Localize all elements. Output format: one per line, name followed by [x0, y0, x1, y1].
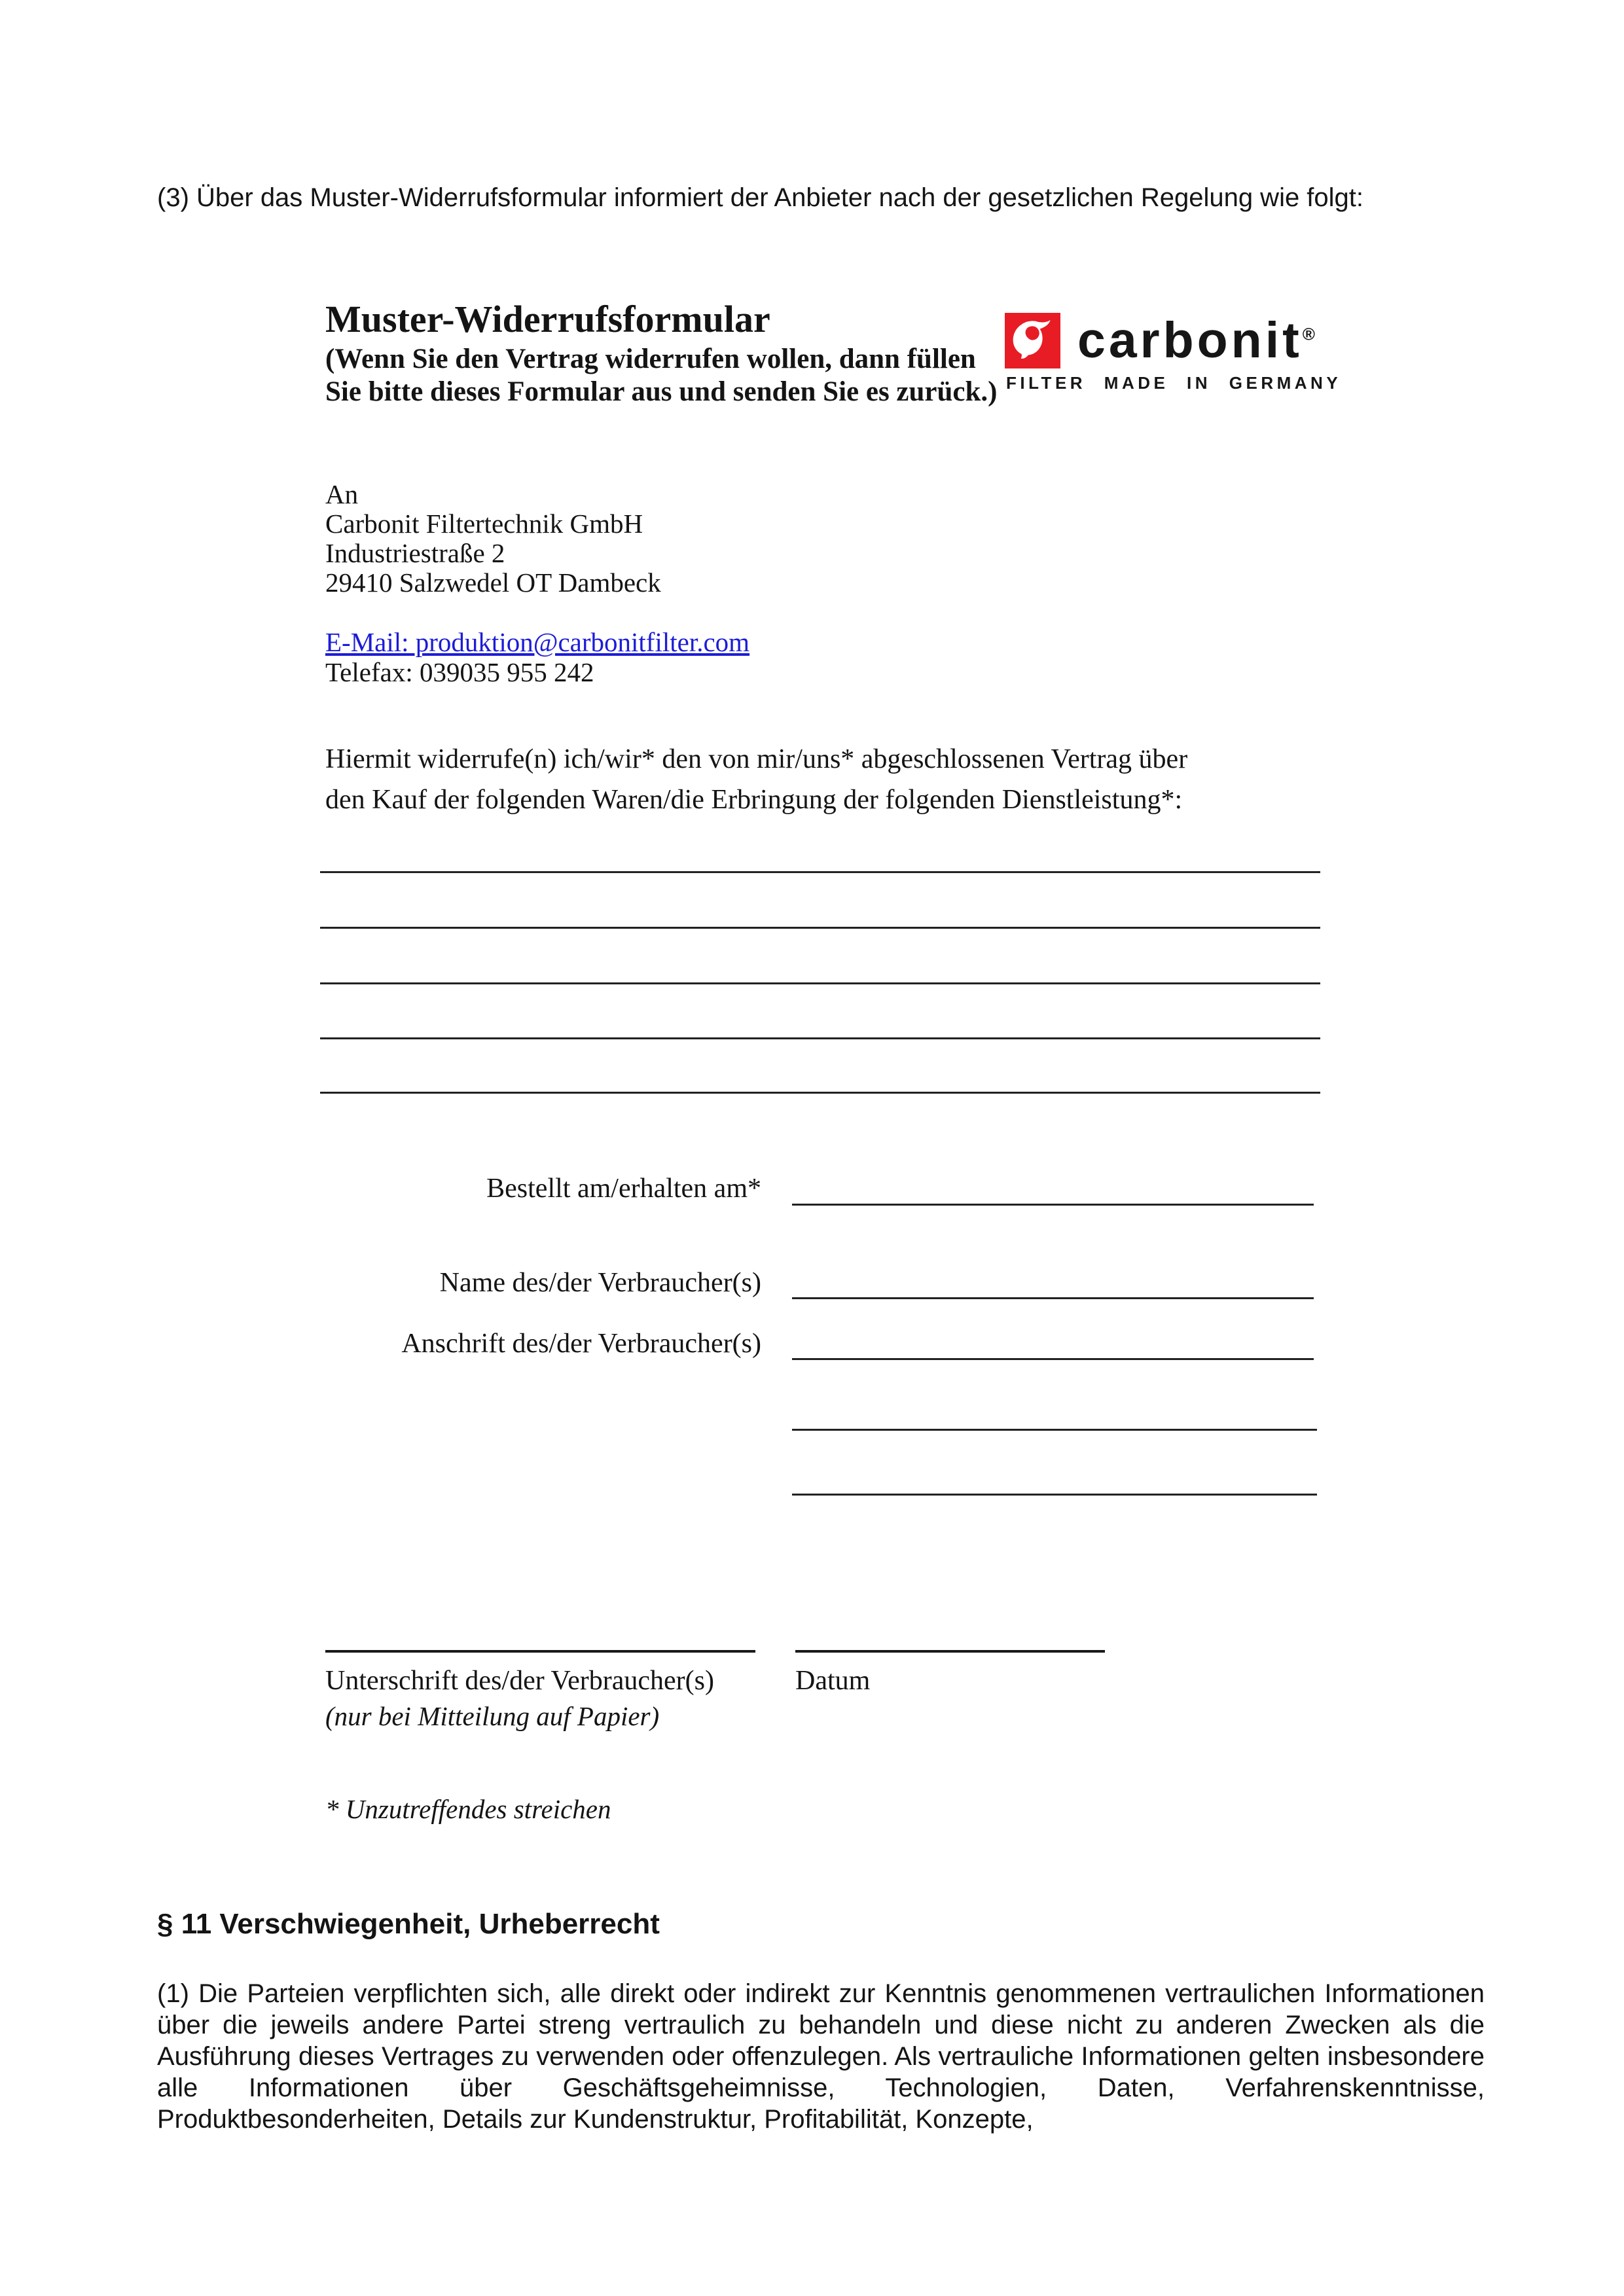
consumer-address-blank-line-1	[792, 1358, 1314, 1360]
goods-blank-line-3	[320, 982, 1320, 984]
consumer-name-blank-line	[792, 1297, 1314, 1299]
form-subtitle: (Wenn Sie den Vertrag widerrufen wollen, dann füllen Sie bitte dieses Formular aus und senden Sie es zurück.)	[325, 344, 998, 407]
fax-line: Telefax: 039035 955 242	[325, 657, 594, 687]
email-link[interactable]: E-Mail: produktion@carbonitfilter.com	[325, 627, 750, 657]
ordered-on-blank-line	[792, 1204, 1314, 1206]
goods-blank-line-2	[320, 927, 1320, 929]
withdrawal-declaration: Hiermit widerrufe(n) ich/wir* den von mir/uns* abgeschlossenen Vertrag über den Kauf der folgenden Waren/die Erbringung der folgenden Dienstleistung*:	[325, 744, 1188, 815]
carbonit-logo	[1005, 313, 1315, 368]
goods-blank-line-1	[320, 871, 1320, 873]
section-11-paragraph: (1) Die Parteien verpflichten sich, alle direkt oder indirekt zur Kenntnis genommenen vertraulichen Informationen über die jeweils andere Partei streng vertraulich zu behandeln und diese nicht zu anderen Zwecken als die Ausführung dieses Vertrages zu verwenden oder offenzulegen. Als vertrauliche Informationen gelten insbesondere alle Informationen über Geschäftsgeheimnisse, Technologien, Daten, Verfahrenskenntnisse, Produktbesonderheiten, Details zur Kundenstruktur, Profitabilität, Konzepte,	[157, 1979, 1485, 2134]
brand-wordmark	[1077, 313, 1315, 368]
address-salutation: An	[325, 479, 359, 509]
consumer-name-label: Name des/der Verbraucher(s)	[439, 1268, 761, 1298]
ordered-on-label: Bestellt am/erhalten am*	[486, 1174, 761, 1204]
signature-note: (nur bei Mitteilung auf Papier)	[325, 1701, 660, 1731]
signature-label: Unterschrift des/der Verbraucher(s)	[325, 1666, 714, 1696]
consumer-address-label: Anschrift des/der Verbraucher(s)	[401, 1329, 761, 1359]
contact-block	[325, 627, 749, 687]
registered-mark: ®	[1302, 324, 1315, 344]
strike-out-footnote: * Unzutreffendes streichen	[325, 1794, 611, 1824]
signature-blank-line	[325, 1650, 755, 1653]
address-street: Industriestraße 2	[325, 538, 505, 568]
consumer-address-blank-line-3	[792, 1494, 1317, 1496]
address-company: Carbonit Filtertechnik GmbH	[325, 509, 643, 539]
goods-blank-line-4	[320, 1037, 1320, 1039]
intro-paragraph: (3) Über das Muster-Widerrufsformular informiert der Anbieter nach der gesetzlichen Regelung wie folgt:	[157, 183, 1364, 212]
date-blank-line	[795, 1650, 1105, 1653]
carbonit-drop-icon	[1005, 313, 1060, 368]
section-11-heading: § 11 Verschwiegenheit, Urheberrecht	[157, 1908, 660, 1940]
recipient-address	[325, 480, 661, 598]
goods-blank-line-5	[320, 1092, 1320, 1094]
form-title: Muster-Widerrufsformular	[325, 298, 770, 340]
logo-tagline: FILTER MADE IN GERMANY	[1006, 373, 1342, 393]
address-city: 29410 Salzwedel OT Dambeck	[325, 567, 661, 598]
date-label: Datum	[795, 1666, 871, 1696]
brand-name: carbonit	[1077, 312, 1303, 368]
consumer-address-blank-line-2	[792, 1429, 1317, 1431]
